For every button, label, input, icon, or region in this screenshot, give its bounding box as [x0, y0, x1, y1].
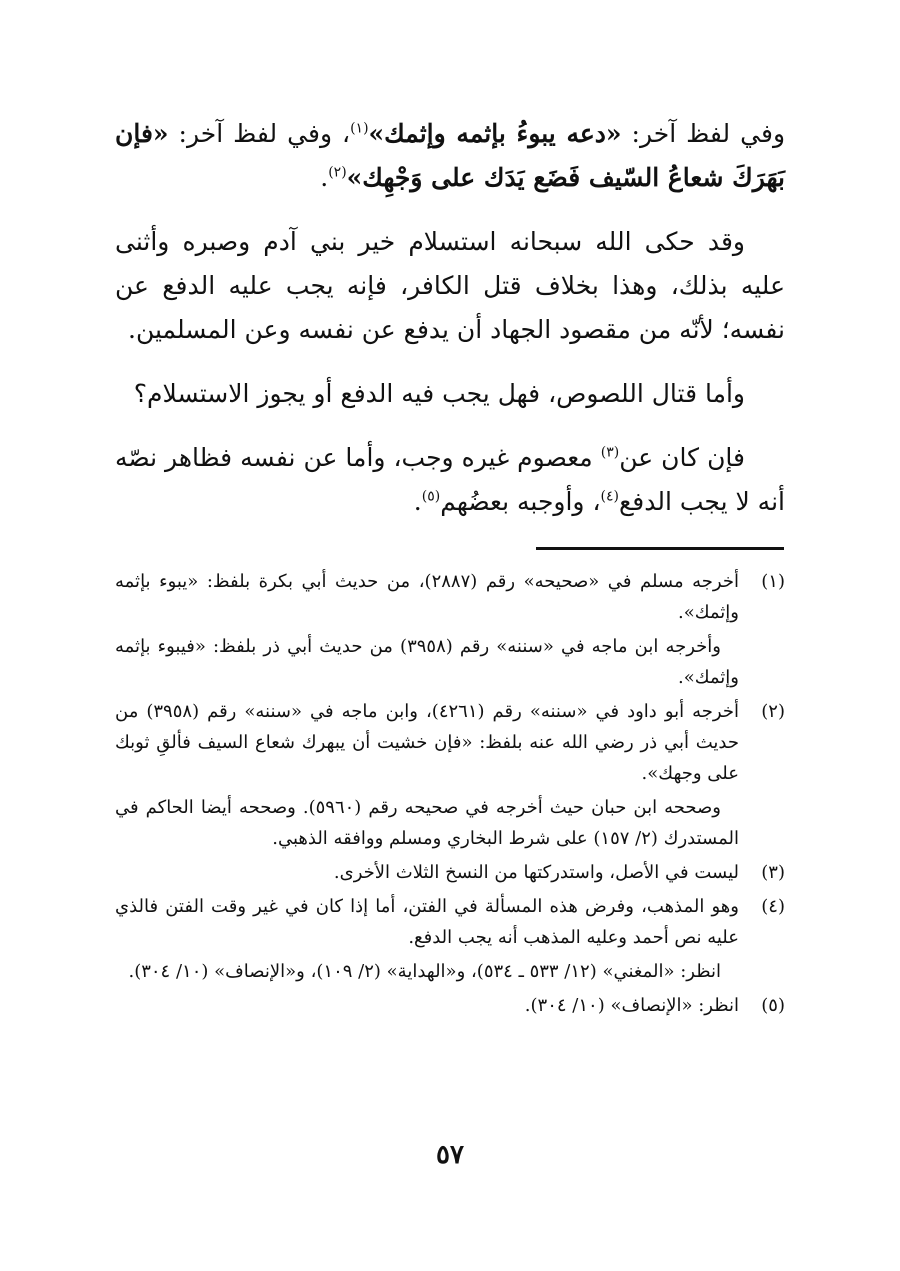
footnote-1 [115, 566, 785, 693]
paragraph-1-end: . [320, 163, 329, 192]
footnote-number: (٣) [761, 862, 785, 883]
footnote-ref-1[interactable]: (١) [350, 120, 369, 137]
paragraph-4-middle: معصوم غيره وجب، وأما عن نفسه فظاهر نصّه أنه لا يجب الدفع [115, 443, 785, 516]
footnote-body [115, 990, 739, 1021]
footnote-2 [115, 696, 785, 854]
footnote-body [115, 857, 739, 888]
footnote-line: أخرجه أبو داود في «سننه» رقم (٤٢٦١)، وابن ماجه في «سننه» رقم (٣٩٥٨) من حديث أبي ذر رضي الله عنه بلفظ: «فإن خشيت أن يبهرك شعاع السيف فألقِ ثوبك على وجهك». [115, 701, 739, 784]
footnote-body [115, 696, 739, 854]
footnote-line: انظر: «المغني» (١٢/ ٥٣٣ ـ ٥٣٤)، و«الهداية» (٢/ ١٠٩)، و«الإنصاف» (١٠/ ٣٠٤). [128, 961, 721, 982]
footnote-body [115, 891, 739, 987]
footnote-ref-3[interactable]: (٣) [600, 444, 620, 461]
footnote-body [115, 566, 739, 693]
footnote-line: وأخرجه ابن ماجه في «سننه» رقم (٣٩٥٨) من حديث أبي ذر بلفظ: «فيبوء بإثمه وإثمك». [115, 636, 739, 688]
footnote-line: ليست في الأصل، واستدركتها من النسخ الثلاث الأخرى. [333, 862, 739, 883]
paragraph-2: وقد حكى الله سبحانه استسلام خير بني آدم وصبره وأثنى عليه بذلك، وهذا بخلاف قتل الكافر، فإنه يجب عليه الدفع عن نفسه؛ لأنّه من مقصود الجهاد أن يدفع عن نفسه وعن المسلمين. [115, 227, 785, 344]
footnote-line: وصححه ابن حبان حيث أخرجه في صحيحه رقم (٥٩٦٠). وصححه أيضا الحاكم في المستدرك (٢/ ١٥٧) على شرط البخاري ومسلم ووافقه الذهبي. [115, 797, 739, 849]
footnote-5 [115, 990, 785, 1021]
footnote-number: (١) [761, 571, 785, 592]
footnote-line: وهو المذهب، وفرض هذه المسألة في الفتن، أما إذا كان في غير وقت الفتن فالذي عليه نص أحمد وعليه المذهب أنه يجب الدفع. [115, 896, 739, 948]
paragraph-1-lead: وفي لفظ آخر: [621, 119, 786, 148]
page-number: ٥٧ [436, 1140, 464, 1170]
footnote-4 [115, 891, 785, 987]
paragraph-4-lead: فإن كان عن [619, 443, 745, 472]
footnote-line: أخرجه مسلم في «صحيحه» رقم (٢٨٨٧)، من حديث أبي بكرة بلفظ: «يبوء بإثمه وإثمك». [115, 571, 739, 623]
footnotes [115, 566, 785, 1024]
hadith-quote-1: «دعه يبوءُ بإثمه وإثمك» [368, 119, 622, 148]
footnote-ref-2[interactable]: (٢) [328, 164, 347, 181]
paragraph-3: وأما قتال اللصوص، فهل يجب فيه الدفع أو يجوز الاستسلام؟ [133, 379, 745, 408]
main-text [115, 112, 785, 544]
footnote-line: انظر: «الإنصاف» (١٠/ ٣٠٤). [524, 995, 739, 1016]
hadith-quote-2: «فإن بَهَرَكَ شعاعُ السّيف فَضَع يَدَك على وَجْهِك» [115, 119, 785, 192]
footnote-number: (٢) [761, 701, 785, 722]
footnote-number: (٥) [761, 995, 785, 1016]
footnote-ref-5[interactable]: (٥) [421, 488, 441, 505]
paragraph-4 [115, 436, 785, 524]
paragraph-4-tail: ، وأوجبه بعضُهم [440, 487, 601, 516]
paragraph-1-middle: ، وفي لفظ آخر: [168, 119, 351, 148]
footnote-ref-4[interactable]: (٤) [600, 488, 619, 505]
paragraph-1 [115, 112, 785, 200]
footnote-number: (٤) [761, 896, 785, 917]
paragraph-4-end: . [413, 487, 422, 516]
footnote-separator [536, 547, 784, 550]
footnote-3 [115, 857, 785, 888]
